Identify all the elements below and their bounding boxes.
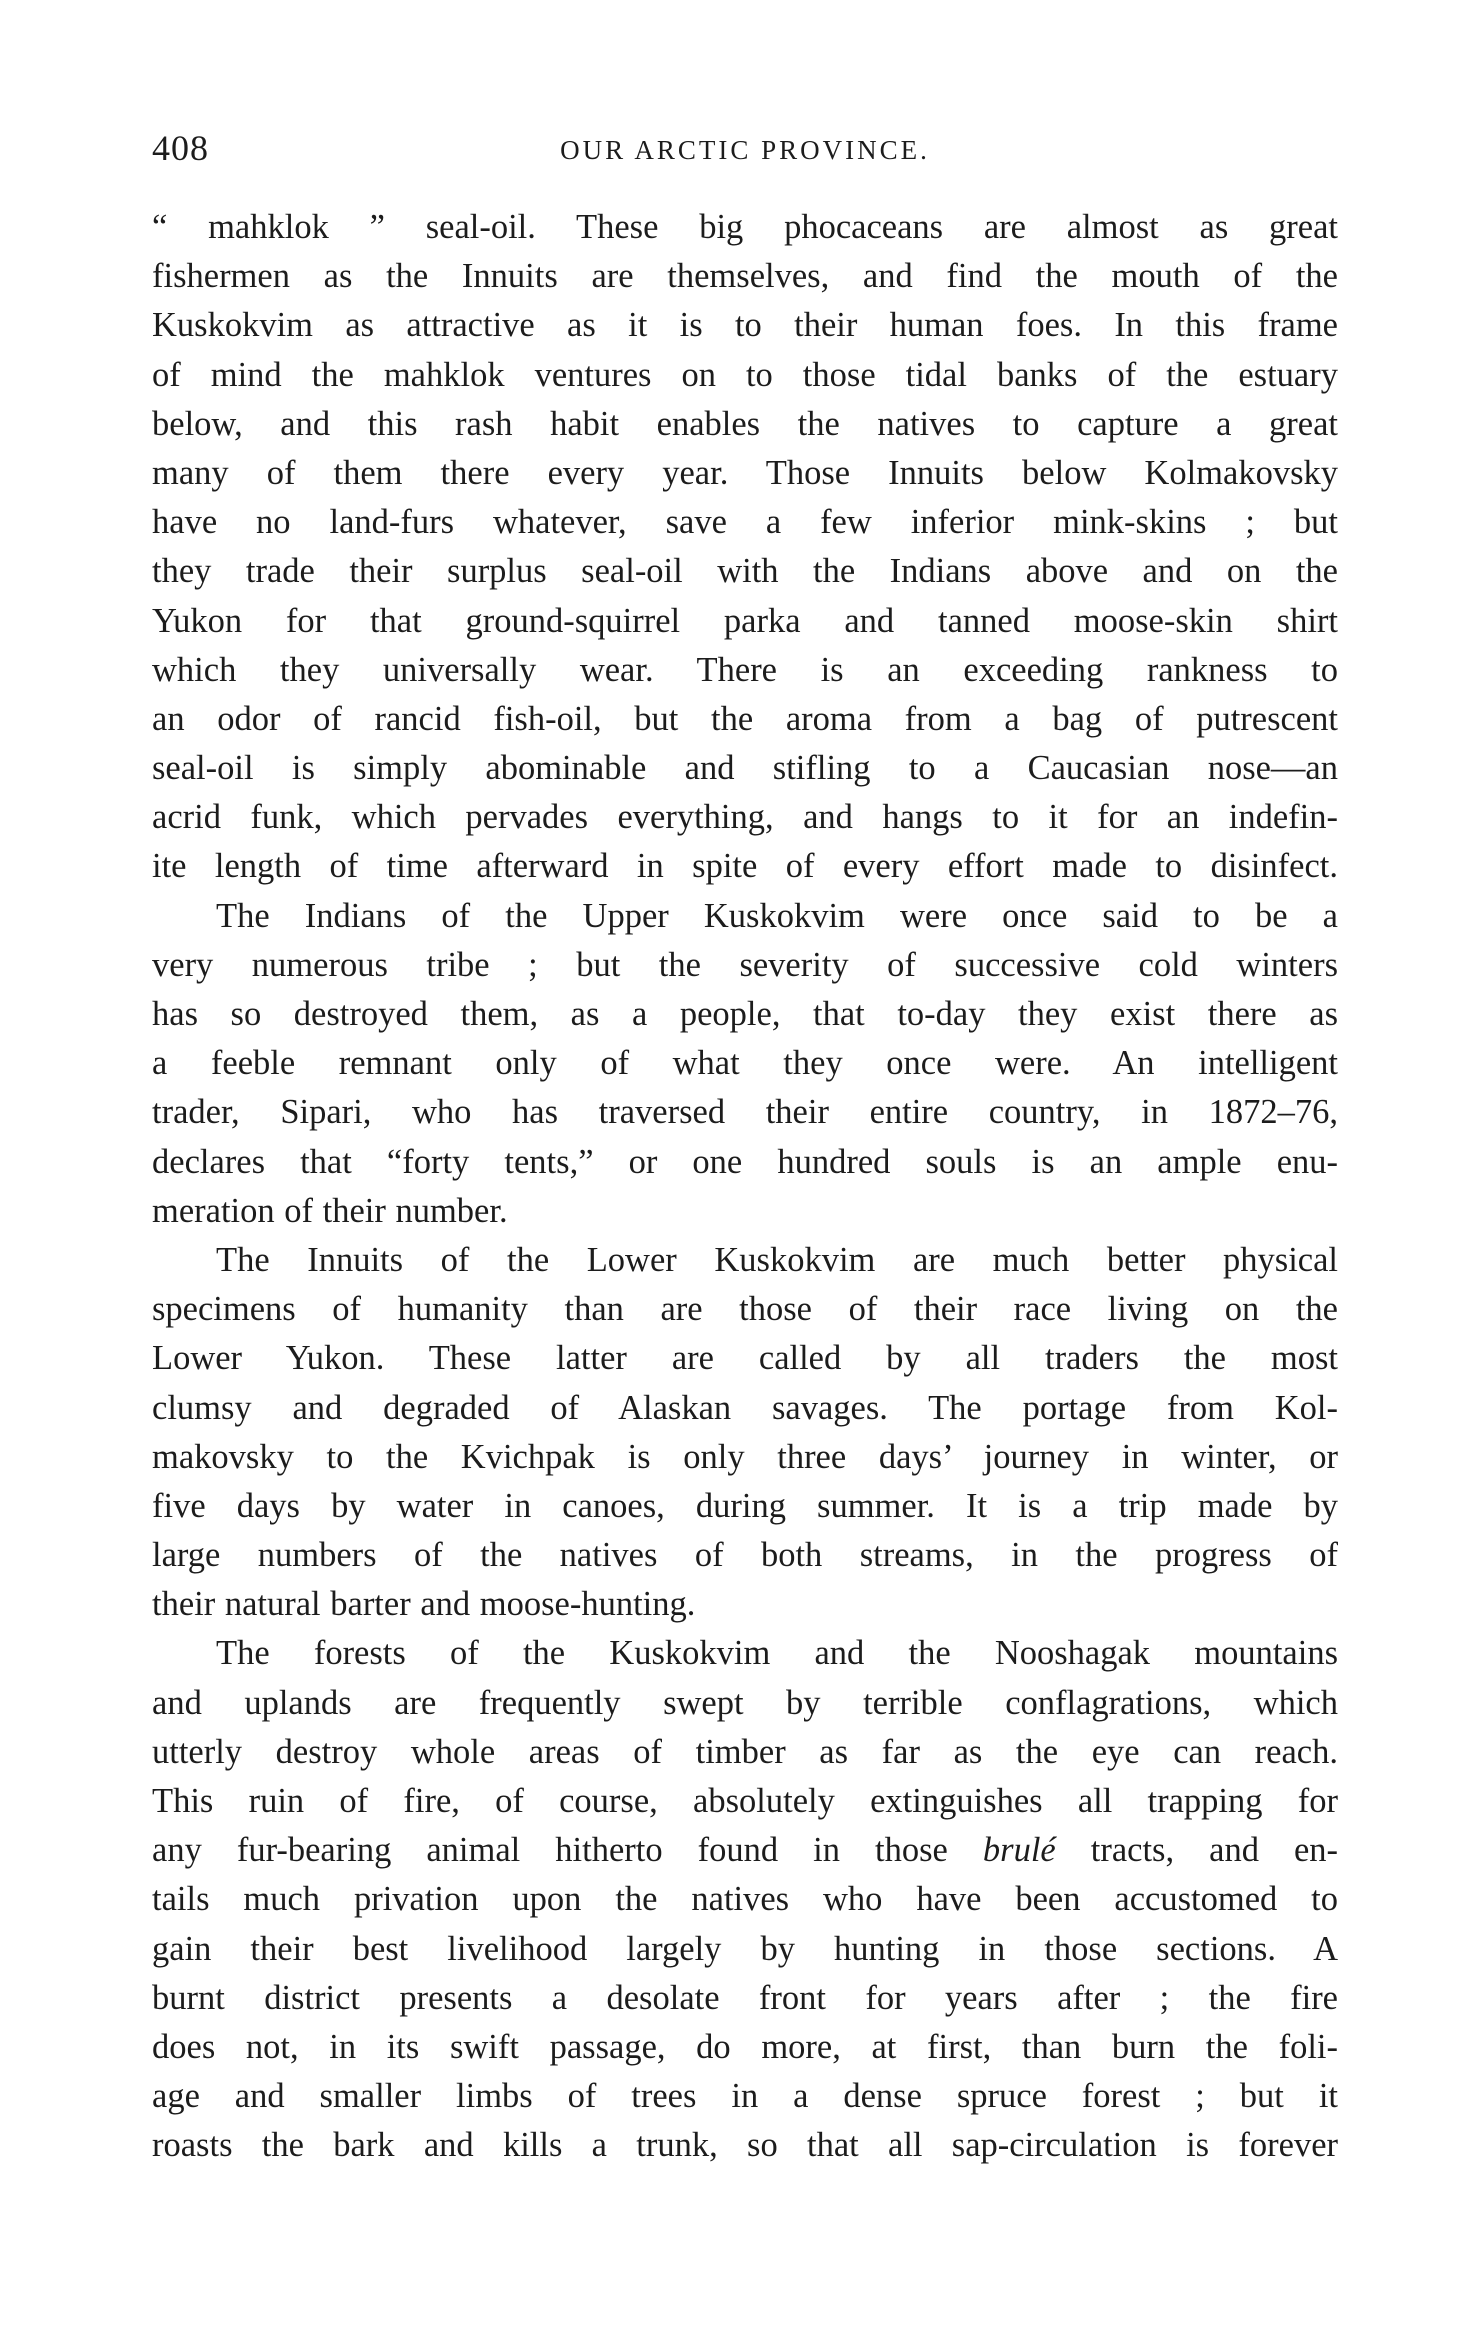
text-line: trader, Sipari, who has traversed their entire country, in 1872–76, [152, 1093, 1338, 1132]
text-line: below, and this rash habit enables the natives to capture a great [152, 404, 1338, 443]
text-line: five days by water in canoes, during summer. It is a trip made by [152, 1486, 1338, 1525]
text-line: meration of their number. [152, 1191, 508, 1230]
text-line: clumsy and degraded of Alaskan savages. The portage from Kol- [152, 1388, 1338, 1427]
text-line: which they universally wear. There is an exceeding rankness to [152, 650, 1338, 689]
page-header [152, 128, 1338, 168]
text-line: tails much privation upon the natives who have been accustomed to [152, 1880, 1338, 1919]
text-line [152, 1826, 1338, 1875]
text-line: does not, in its swift passage, do more, at first, than burn the foli- [152, 2027, 1338, 2066]
line-segment: tracts, and en- [1090, 1831, 1339, 1870]
text-line: burnt district presents a desolate front for years after ; the fire [152, 1978, 1338, 2017]
text-line: “ mahklok ” seal-oil. These big phocaceans are almost as great [152, 208, 1338, 246]
text-line: roasts the bark and kills a trunk, so that all sap-circulation is forever [152, 2126, 1338, 2165]
text-line: specimens of humanity than are those of their race living on the [152, 1290, 1338, 1329]
text-line: ite length of time afterward in spite of every effort made to disinfect. [152, 847, 1338, 886]
text-line: gain their best livelihood largely by hunting in those sections. A [152, 1929, 1338, 1968]
text-line: very numerous tribe ; but the severity of successive cold winters [152, 945, 1338, 984]
text-line: age and smaller limbs of trees in a dense spruce forest ; but it [152, 2077, 1338, 2116]
text-line: makovsky to the Kvichpak is only three days’ journey in winter, or [152, 1437, 1338, 1476]
italic-term: brulé [982, 1831, 1056, 1870]
text-line: fishermen as the Innuits are themselves, and find the mouth of the [152, 257, 1338, 296]
text-line: they trade their surplus seal-oil with the Indians above and on the [152, 552, 1338, 591]
text-line: acrid funk, which pervades everything, and hangs to it for an indefin- [152, 798, 1338, 837]
text-line: seal-oil is simply abominable and stifling to a Caucasian nose—an [152, 749, 1338, 788]
line-segment: any fur-bearing animal hitherto found in those [152, 1831, 948, 1870]
text-line: large numbers of the natives of both streams, in the progress of [152, 1536, 1338, 1575]
text-line: Lower Yukon. These latter are called by all traders the most [152, 1339, 1338, 1378]
text-line: The Innuits of the Lower Kuskokvim are much better physical [216, 1240, 1338, 1279]
text-line: The Indians of the Upper Kuskokvim were once said to be a [216, 896, 1338, 935]
text-line: Yukon for that ground-squirrel parka and tanned moose-skin shirt [152, 601, 1338, 640]
text-line: an odor of rancid fish-oil, but the aroma from a bag of putrescent [152, 699, 1338, 738]
text-line: This ruin of fire, of course, absolutely extinguishes all trapping for [152, 1782, 1338, 1820]
text-line: has so destroyed them, as a people, that to-day they exist there as [152, 995, 1338, 1033]
text-line: of mind the mahklok ventures on to those tidal banks of the estuary [152, 355, 1338, 394]
body-text [152, 203, 1338, 2171]
text-line: many of them there every year. Those Innuits below Kolmakovsky [152, 453, 1338, 492]
text-line: Kuskokvim as attractive as it is to their human foes. In this frame [152, 306, 1338, 345]
text-line: a feeble remnant only of what they once were. An intelligent [152, 1044, 1338, 1083]
text-line: have no land-furs whatever, save a few inferior mink-skins ; but [152, 503, 1338, 542]
text-line: their natural barter and moose-hunting. [152, 1585, 696, 1624]
page-number: 408 [152, 128, 209, 168]
text-line: and uplands are frequently swept by terrible conflagrations, which [152, 1683, 1338, 1722]
text-line: utterly destroy whole areas of timber as far as the eye can reach. [152, 1732, 1338, 1771]
text-line: The forests of the Kuskokvim and the Nooshagak mountains [216, 1634, 1338, 1673]
running-head: OUR ARCTIC PROVINCE. [560, 135, 930, 165]
text-line: declares that “forty tents,” or one hundred souls is an ample enu- [152, 1142, 1338, 1181]
